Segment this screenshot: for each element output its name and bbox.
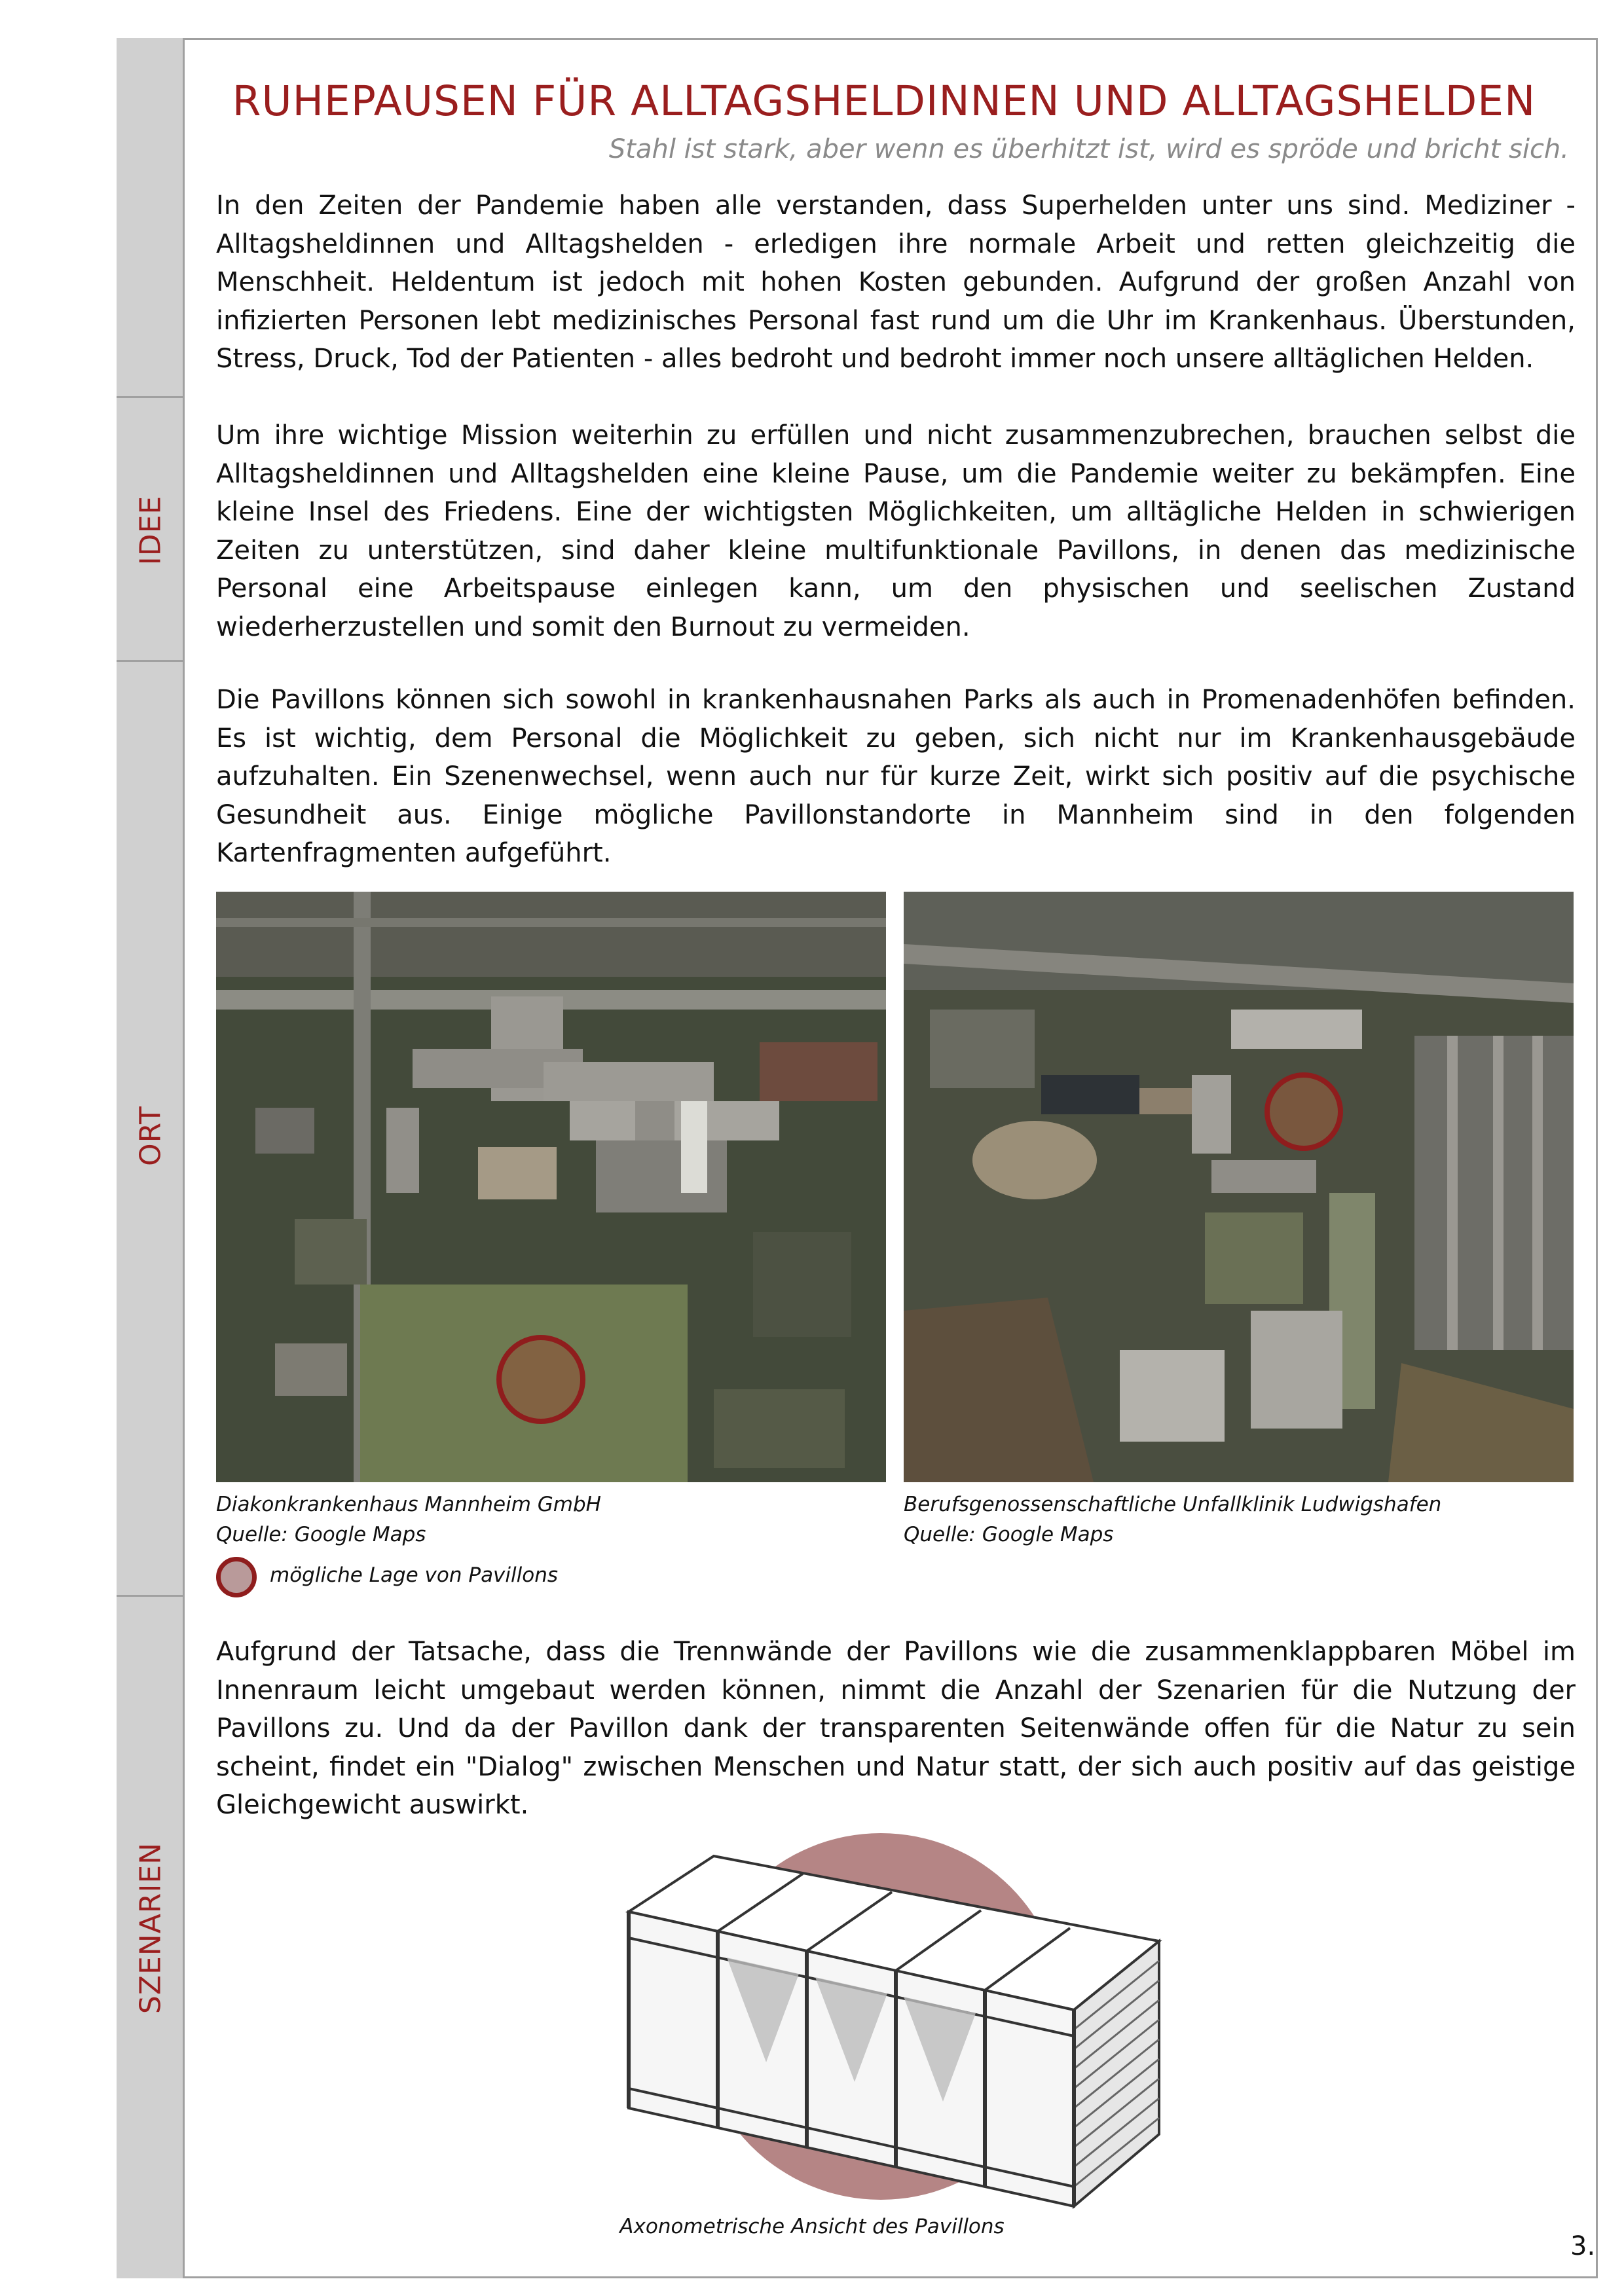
page-number: 3.: [1570, 2231, 1596, 2261]
legend-label: mögliche Lage von Pavillons: [270, 1563, 559, 1587]
sidebar-divider: [117, 396, 185, 398]
sidebar-label-szenarien: SZENARIEN: [134, 1842, 168, 2014]
paragraph-idea: Um ihre wichtige Mission weiterhin zu erfüllen und nicht zusammenzubrechen, brauchen selbst die Alltagsheldinnen und Alltagshelden eine kleine Pause, um die Pandemie weiter zu bekämpfen. Eine kleine Insel des Friedens. Eine der wichtigsten Möglichkeiten, um alltägliche Helden in schwierigen Zeiten zu unterstützen, sind daher kleine multifunktionale Pavillons, in denen das medizinische Personal eine Arbeitspause einlegen kann, um den physischen und seelischen Zustand wiederherzustellen und somit den Burnout zu vermeiden.: [216, 420, 1576, 642]
paragraph-intro: In den Zeiten der Pandemie haben alle verstanden, dass Superhelden unter uns sind. Mediziner - Alltagsheldinnen und Alltagshelden - erledigen ihre normale Arbeit und retten gleichzeitig die Menschheit. Heldentum ist jedoch mit hohen Kosten gebunden. Aufgrund der großen Anzahl von infizierten Personen lebt medizinisches Personal fast rund um die Uhr im Krankenhaus. Überstunden, Stress, Druck, Tod der Patienten - alles bedroht und bedroht immer noch unsere alltäglichen Helden.: [216, 191, 1576, 374]
map-diakonkrankenhaus: [216, 892, 886, 1482]
sidebar-divider: [117, 1595, 185, 1597]
aerial-map-image: [904, 892, 1574, 1482]
pavilion-axonometric-drawing: [589, 1827, 1192, 2219]
page-title: RUHEPAUSEN FÜR ALLTAGSHELDINNEN UND ALLTAGSHELDEN: [232, 77, 1536, 125]
sidebar-label-idee: IDEE: [134, 495, 168, 566]
map-caption-source: Quelle: Google Maps: [904, 1523, 1114, 1546]
map-caption-1: [216, 1489, 601, 1550]
sidebar-divider: [117, 660, 185, 662]
sidebar-label-ort: ORT: [134, 1106, 168, 1166]
map-caption-2: [904, 1489, 1441, 1550]
map-caption-title: Berufsgenossenschaftliche Unfallklinik Ludwigshafen: [904, 1493, 1442, 1516]
page-subtitle: Stahl ist stark, aber wenn es überhitzt ist, wird es spröde und bricht sich.: [608, 134, 1569, 164]
map-caption-source: Quelle: Google Maps: [216, 1523, 426, 1546]
paragraph-scenarios: Aufgrund der Tatsache, dass die Trennwände der Pavillons wie die zusammenklappbaren Möbel im Innenraum leicht umgebaut werden können, nimmt die Anzahl der Szenarien für die Nutzung der Pavillons zu. Und da der Pavillon dank der transparenten Seitenwände offen für die Natur zu sein scheint, findet ein "Dialog" zwischen Menschen und Natur statt, der sich auch positiv auf das geistige Gleichgewicht auswirkt.: [216, 1637, 1576, 1820]
legend-marker-icon: [216, 1557, 257, 1597]
map-caption-title: Diakonkrankenhaus Mannheim GmbH: [216, 1493, 601, 1516]
aerial-map-image: [216, 892, 886, 1482]
paragraph-location: Die Pavillons können sich sowohl in krankenhausnahen Parks als auch in Promenadenhöfen befinden. Es ist wichtig, dem Personal die Möglichkeit zu geben, sich nicht nur im Krankenhausgebäude aufzuhalten. Ein Szenenwechsel, wenn auch nur für kurze Zeit, wirkt sich positiv auf die psychische Gesundheit aus. Einige mögliche Pavillonstandorte in Mannheim sind in den folgenden Kartenfragmenten aufgeführt.: [216, 685, 1576, 868]
map-unfallklinik-ludwigshafen: [904, 892, 1574, 1482]
figure-caption: Axonometrische Ansicht des Pavillons: [619, 2215, 1005, 2238]
